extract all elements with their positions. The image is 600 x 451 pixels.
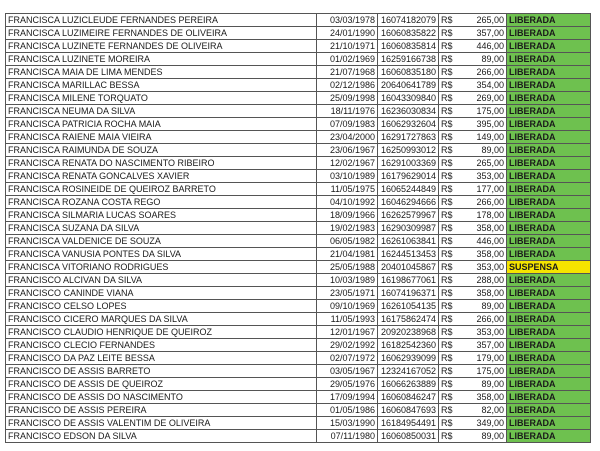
status-badge: LIBERADA <box>507 118 591 131</box>
cell-amount: 269,00 <box>453 92 507 105</box>
cell-name: FRANCISCA NEUMA DA SILVA <box>6 105 317 118</box>
table-row <box>6 378 591 391</box>
cell-name: FRANCISCA VALDENICE DE SOUZA <box>6 235 317 248</box>
cell-currency: R$ <box>439 105 454 118</box>
cell-currency: R$ <box>439 92 454 105</box>
cell-currency: R$ <box>439 274 454 287</box>
cell-name: FRANCISCA LUZINETE MOREIRA <box>6 53 317 66</box>
table-row <box>6 118 591 131</box>
cell-birth-date: 01/05/1986 <box>317 404 378 417</box>
cell-name: FRANCISCA ROSINEIDE DE QUEIROZ BARRETO <box>6 183 317 196</box>
cell-amount: 446,00 <box>453 235 507 248</box>
cell-id-number: 16060835814 <box>378 40 439 53</box>
cell-amount: 175,00 <box>453 365 507 378</box>
cell-currency: R$ <box>439 365 454 378</box>
table-row <box>6 105 591 118</box>
cell-name: FRANCISCA PATRICIA ROCHA MAIA <box>6 118 317 131</box>
status-badge: LIBERADA <box>507 274 591 287</box>
cell-amount: 357,00 <box>453 339 507 352</box>
cell-amount: 266,00 <box>453 196 507 209</box>
cell-currency: R$ <box>439 53 454 66</box>
cell-id-number: 20920238968 <box>378 326 439 339</box>
cell-currency: R$ <box>439 118 454 131</box>
status-badge: LIBERADA <box>507 430 591 443</box>
cell-currency: R$ <box>439 248 454 261</box>
cell-currency: R$ <box>439 430 454 443</box>
cell-amount: 89,00 <box>453 430 507 443</box>
status-badge: LIBERADA <box>507 209 591 222</box>
cell-birth-date: 24/01/1990 <box>317 27 378 40</box>
cell-birth-date: 04/10/1992 <box>317 196 378 209</box>
cell-amount: 266,00 <box>453 313 507 326</box>
cell-amount: 89,00 <box>453 144 507 157</box>
cell-birth-date: 10/03/1989 <box>317 274 378 287</box>
cell-name: FRANCISCA RAIMUNDA DE SOUZA <box>6 144 317 157</box>
cell-name: FRANCISCO ALCIVAN DA SILVA <box>6 274 317 287</box>
status-badge: LIBERADA <box>507 144 591 157</box>
status-badge: LIBERADA <box>507 404 591 417</box>
status-badge: LIBERADA <box>507 248 591 261</box>
cell-currency: R$ <box>439 287 454 300</box>
cell-id-number: 16060835822 <box>378 27 439 40</box>
table-row <box>6 92 591 105</box>
cell-name: FRANCISCA RENATA GONCALVES XAVIER <box>6 170 317 183</box>
cell-birth-date: 02/12/1986 <box>317 79 378 92</box>
table-row <box>6 53 591 66</box>
status-badge: LIBERADA <box>507 66 591 79</box>
cell-id-number: 16060847693 <box>378 404 439 417</box>
cell-id-number: 16244513453 <box>378 248 439 261</box>
table-row <box>6 144 591 157</box>
cell-currency: R$ <box>439 352 454 365</box>
status-badge: LIBERADA <box>507 53 591 66</box>
table-row <box>6 40 591 53</box>
cell-currency: R$ <box>439 404 454 417</box>
cell-name: FRANCISCA LUZINETE FERNANDES DE OLIVEIRA <box>6 40 317 53</box>
status-badge: LIBERADA <box>507 391 591 404</box>
table-row <box>6 352 591 365</box>
cell-name: FRANCISCA SILMARIA LUCAS SOARES <box>6 209 317 222</box>
cell-amount: 446,00 <box>453 40 507 53</box>
table-row <box>6 287 591 300</box>
cell-currency: R$ <box>439 339 454 352</box>
table-row <box>6 170 591 183</box>
cell-amount: 353,00 <box>453 326 507 339</box>
cell-birth-date: 23/04/2000 <box>317 131 378 144</box>
cell-id-number: 16060846247 <box>378 391 439 404</box>
cell-name: FRANCISCA ROZANA COSTA REGO <box>6 196 317 209</box>
table-row <box>6 248 591 261</box>
table-row <box>6 339 591 352</box>
cell-currency: R$ <box>439 79 454 92</box>
cell-birth-date: 06/05/1982 <box>317 235 378 248</box>
cell-id-number: 16262579967 <box>378 209 439 222</box>
cell-name: FRANCISCO EDSON DA SILVA <box>6 430 317 443</box>
cell-amount: 353,00 <box>453 261 507 274</box>
cell-currency: R$ <box>439 183 454 196</box>
cell-birth-date: 11/05/1975 <box>317 183 378 196</box>
cell-amount: 266,00 <box>453 66 507 79</box>
cell-currency: R$ <box>439 417 454 430</box>
cell-birth-date: 09/10/1969 <box>317 300 378 313</box>
table-row <box>6 274 591 287</box>
cell-name: FRANCISCA RAIENE MAIA VIEIRA <box>6 131 317 144</box>
table-row <box>6 222 591 235</box>
cell-name: FRANCISCA LUZIMEIRE FERNANDES DE OLIVEIRA <box>6 27 317 40</box>
cell-id-number: 16060850031 <box>378 430 439 443</box>
cell-birth-date: 23/05/1971 <box>317 287 378 300</box>
cell-birth-date: 12/01/1967 <box>317 326 378 339</box>
table-row <box>6 196 591 209</box>
cell-amount: 349,00 <box>453 417 507 430</box>
cell-name: FRANCISCO DE ASSIS DO NASCIMENTO <box>6 391 317 404</box>
cell-amount: 358,00 <box>453 287 507 300</box>
cell-name: FRANCISCO CELSO LOPES <box>6 300 317 313</box>
cell-birth-date: 03/10/1989 <box>317 170 378 183</box>
cell-amount: 358,00 <box>453 222 507 235</box>
cell-id-number: 16062939099 <box>378 352 439 365</box>
table-row <box>6 365 591 378</box>
status-badge: LIBERADA <box>507 339 591 352</box>
table-row <box>6 79 591 92</box>
table-row <box>6 261 591 274</box>
cell-name: FRANCISCO CLAUDIO HENRIQUE DE QUEIROZ <box>6 326 317 339</box>
cell-id-number: 16043309840 <box>378 92 439 105</box>
cell-name: FRANCISCA RENATA DO NASCIMENTO RIBEIRO <box>6 157 317 170</box>
status-badge: SUSPENSA <box>507 261 591 274</box>
cell-birth-date: 25/05/1988 <box>317 261 378 274</box>
cell-amount: 89,00 <box>453 378 507 391</box>
table-row <box>6 430 591 443</box>
cell-amount: 177,00 <box>453 183 507 196</box>
cell-id-number: 16074182079 <box>378 14 439 27</box>
cell-name: FRANCISCA MAIA DE LIMA MENDES <box>6 66 317 79</box>
cell-birth-date: 21/10/1971 <box>317 40 378 53</box>
cell-id-number: 16066263889 <box>378 378 439 391</box>
cell-currency: R$ <box>439 170 454 183</box>
cell-amount: 175,00 <box>453 105 507 118</box>
cell-birth-date: 17/09/1994 <box>317 391 378 404</box>
table-row <box>6 14 591 27</box>
cell-id-number: 16198677061 <box>378 274 439 287</box>
cell-amount: 288,00 <box>453 274 507 287</box>
cell-name: FRANCISCA VITORIANO RODRIGUES <box>6 261 317 274</box>
status-badge: LIBERADA <box>507 27 591 40</box>
cell-currency: R$ <box>439 378 454 391</box>
cell-id-number: 16290309987 <box>378 222 439 235</box>
table-row <box>6 27 591 40</box>
cell-currency: R$ <box>439 261 454 274</box>
status-badge: LIBERADA <box>507 235 591 248</box>
cell-id-number: 16291727863 <box>378 131 439 144</box>
status-badge: LIBERADA <box>507 352 591 365</box>
table-row <box>6 417 591 430</box>
cell-currency: R$ <box>439 157 454 170</box>
cell-birth-date: 12/02/1967 <box>317 157 378 170</box>
cell-currency: R$ <box>439 27 454 40</box>
cell-birth-date: 21/04/1981 <box>317 248 378 261</box>
cell-name: FRANCISCA SUZANA DA SILVA <box>6 222 317 235</box>
cell-id-number: 16175862474 <box>378 313 439 326</box>
cell-id-number: 16250993012 <box>378 144 439 157</box>
cell-name: FRANCISCA MILENE TORQUATO <box>6 92 317 105</box>
cell-id-number: 16062932604 <box>378 118 439 131</box>
cell-currency: R$ <box>439 391 454 404</box>
status-badge: LIBERADA <box>507 14 591 27</box>
cell-name: FRANCISCA LUZICLEUDE FERNANDES PEREIRA <box>6 14 317 27</box>
cell-id-number: 16065244849 <box>378 183 439 196</box>
cell-amount: 149,00 <box>453 131 507 144</box>
status-badge: LIBERADA <box>507 92 591 105</box>
cell-currency: R$ <box>439 40 454 53</box>
status-badge: LIBERADA <box>507 170 591 183</box>
cell-id-number: 16236030834 <box>378 105 439 118</box>
cell-amount: 265,00 <box>453 157 507 170</box>
cell-id-number: 16261054135 <box>378 300 439 313</box>
cell-amount: 358,00 <box>453 391 507 404</box>
cell-amount: 82,00 <box>453 404 507 417</box>
cell-name: FRANCISCO CLECIO FERNANDES <box>6 339 317 352</box>
cell-currency: R$ <box>439 300 454 313</box>
status-badge: LIBERADA <box>507 79 591 92</box>
table-row <box>6 66 591 79</box>
table-row <box>6 391 591 404</box>
cell-currency: R$ <box>439 131 454 144</box>
cell-birth-date: 15/03/1990 <box>317 417 378 430</box>
table-row <box>6 209 591 222</box>
table-row <box>6 300 591 313</box>
cell-currency: R$ <box>439 209 454 222</box>
table-row <box>6 313 591 326</box>
cell-id-number: 12324167052 <box>378 365 439 378</box>
cell-id-number: 20640641789 <box>378 79 439 92</box>
status-badge: LIBERADA <box>507 222 591 235</box>
cell-id-number: 20401045867 <box>378 261 439 274</box>
cell-id-number: 16046294666 <box>378 196 439 209</box>
cell-birth-date: 07/09/1983 <box>317 118 378 131</box>
cell-currency: R$ <box>439 326 454 339</box>
cell-name: FRANCISCO DE ASSIS DE QUEIROZ <box>6 378 317 391</box>
status-badge: LIBERADA <box>507 196 591 209</box>
cell-name: FRANCISCO DE ASSIS PEREIRA <box>6 404 317 417</box>
cell-id-number: 16179629014 <box>378 170 439 183</box>
cell-id-number: 16074196371 <box>378 287 439 300</box>
cell-currency: R$ <box>439 14 454 27</box>
cell-amount: 179,00 <box>453 352 507 365</box>
cell-name: FRANCISCO CANINDE VIANA <box>6 287 317 300</box>
status-badge: LIBERADA <box>507 40 591 53</box>
cell-birth-date: 02/07/1972 <box>317 352 378 365</box>
cell-name: FRANCISCO CICERO MARQUES DA SILVA <box>6 313 317 326</box>
cell-currency: R$ <box>439 196 454 209</box>
beneficiary-table <box>5 13 591 443</box>
cell-amount: 357,00 <box>453 27 507 40</box>
status-badge: LIBERADA <box>507 287 591 300</box>
status-badge: LIBERADA <box>507 365 591 378</box>
cell-name: FRANCISCO DA PAZ LEITE BESSA <box>6 352 317 365</box>
cell-currency: R$ <box>439 66 454 79</box>
status-badge: LIBERADA <box>507 183 591 196</box>
status-badge: LIBERADA <box>507 157 591 170</box>
cell-birth-date: 03/03/1978 <box>317 14 378 27</box>
cell-amount: 265,00 <box>453 14 507 27</box>
cell-amount: 89,00 <box>453 300 507 313</box>
table-row <box>6 157 591 170</box>
cell-id-number: 16259166738 <box>378 53 439 66</box>
cell-amount: 353,00 <box>453 170 507 183</box>
cell-id-number: 16184954491 <box>378 417 439 430</box>
cell-name: FRANCISCA MARILLAC BESSA <box>6 79 317 92</box>
cell-birth-date: 19/02/1983 <box>317 222 378 235</box>
cell-birth-date: 03/05/1967 <box>317 365 378 378</box>
cell-name: FRANCISCA VANUSIA PONTES DA SILVA <box>6 248 317 261</box>
cell-birth-date: 01/02/1969 <box>317 53 378 66</box>
cell-birth-date: 21/07/1968 <box>317 66 378 79</box>
table-row <box>6 235 591 248</box>
status-badge: LIBERADA <box>507 378 591 391</box>
cell-birth-date: 11/05/1993 <box>317 313 378 326</box>
cell-id-number: 16060835180 <box>378 66 439 79</box>
cell-amount: 395,00 <box>453 118 507 131</box>
status-badge: LIBERADA <box>507 131 591 144</box>
status-badge: LIBERADA <box>507 417 591 430</box>
cell-name: FRANCISCO DE ASSIS BARRETO <box>6 365 317 378</box>
table-row <box>6 326 591 339</box>
cell-birth-date: 18/09/1966 <box>317 209 378 222</box>
cell-birth-date: 23/06/1967 <box>317 144 378 157</box>
cell-amount: 89,00 <box>453 53 507 66</box>
cell-currency: R$ <box>439 144 454 157</box>
cell-id-number: 16182542360 <box>378 339 439 352</box>
cell-name: FRANCISCO DE ASSIS VALENTIM DE OLIVEIRA <box>6 417 317 430</box>
cell-birth-date: 25/09/1998 <box>317 92 378 105</box>
cell-currency: R$ <box>439 235 454 248</box>
status-badge: LIBERADA <box>507 313 591 326</box>
cell-id-number: 16261063841 <box>378 235 439 248</box>
table-row <box>6 131 591 144</box>
table-body <box>6 14 591 443</box>
cell-currency: R$ <box>439 313 454 326</box>
status-badge: LIBERADA <box>507 105 591 118</box>
cell-birth-date: 29/02/1992 <box>317 339 378 352</box>
table-row <box>6 404 591 417</box>
cell-birth-date: 07/11/1980 <box>317 430 378 443</box>
cell-birth-date: 18/11/1976 <box>317 105 378 118</box>
cell-currency: R$ <box>439 222 454 235</box>
cell-amount: 358,00 <box>453 248 507 261</box>
cell-id-number: 16291003369 <box>378 157 439 170</box>
cell-amount: 178,00 <box>453 209 507 222</box>
cell-birth-date: 29/05/1976 <box>317 378 378 391</box>
status-badge: LIBERADA <box>507 300 591 313</box>
status-badge: LIBERADA <box>507 326 591 339</box>
cell-amount: 354,00 <box>453 79 507 92</box>
table-row <box>6 183 591 196</box>
